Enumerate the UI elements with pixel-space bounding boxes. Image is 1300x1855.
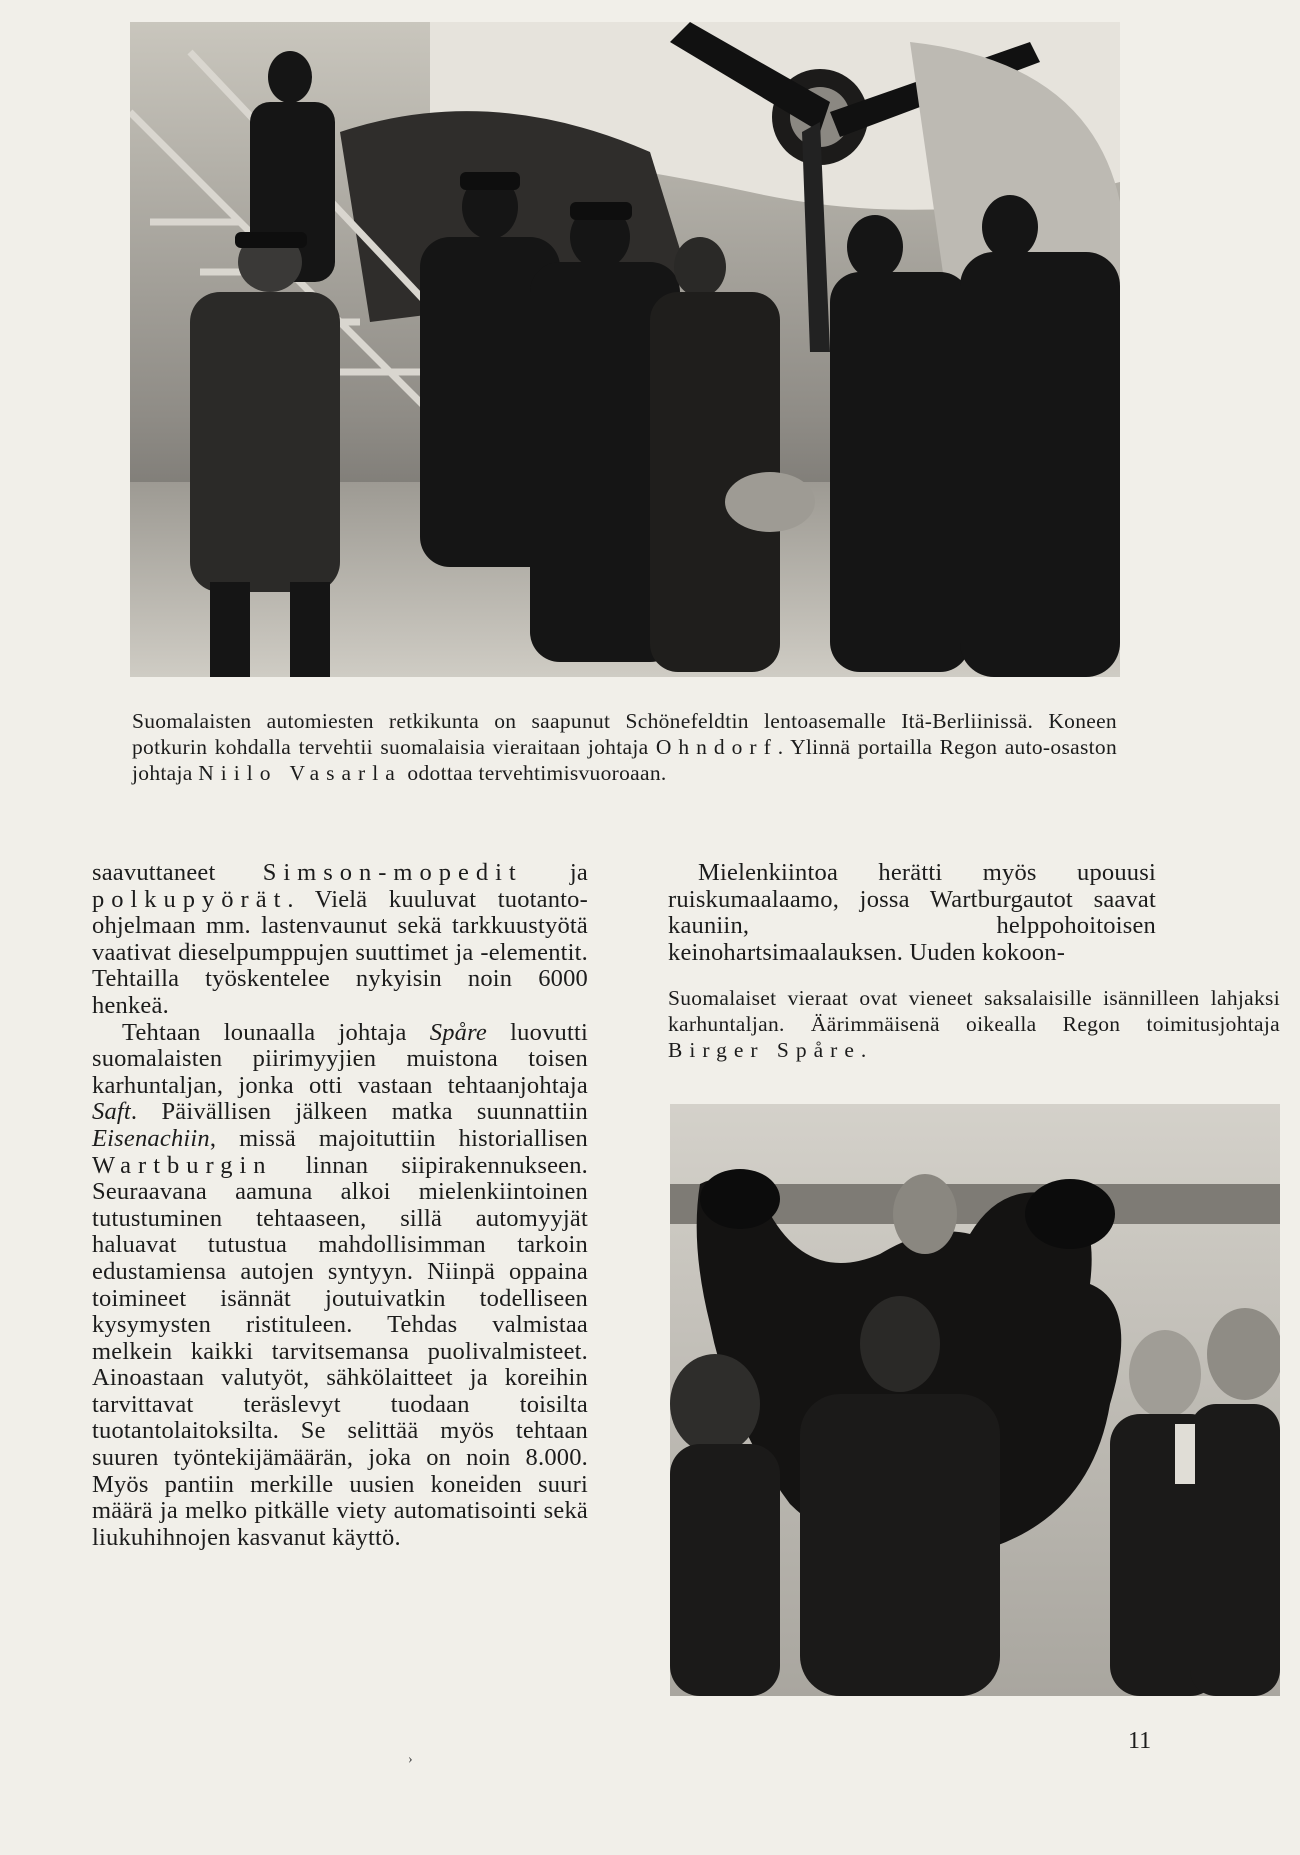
left-column-text <box>92 860 588 1551</box>
spaced-term: Wartburgin <box>92 1151 273 1179</box>
body-text: , missä majoituttiin historiallisen <box>209 1124 588 1152</box>
bottom-photo-caption <box>668 985 1280 1063</box>
body-text: linnan siipirakennukseen. Seuraavana aamuna alkoi mielenkiintoinen tutustuminen tehtaaseen, sillä automyyjät haluavat tutustua mahdollisimman tarkoin edustamiensa autojen syntyyn. Niinpä oppaina toimineet isännät joutuivatkin todelliseen kysymysten ristituleen. Tehdas valmistaa melkein kaikki tarvitsemansa puolivalmisteet. Ainoastaan valutyöt, sähkölaitteet ja koreihin tarvittavat teräslevyt tuodaan toisilta tuotantolaitoksilta. Se selittää myös tehtaan suuren työntekijämäärän, joka on noin 8.000. Myös pantiin merkille uusien koneiden suuri määrä ja melko pitkälle viety automatisointi sekä liukuhihnojen kasvanut käyttö. <box>92 1151 588 1551</box>
caption-name: Ohndorf <box>655 735 778 759</box>
page-number: 11 <box>1128 1728 1152 1754</box>
print-mark: › <box>408 1752 413 1767</box>
caption-text: . <box>860 1038 867 1062</box>
right-column-text <box>668 860 1156 966</box>
caption-name: Birger Spåre <box>668 1038 861 1062</box>
paragraph <box>92 860 588 1020</box>
paragraph <box>92 1020 588 1552</box>
body-text: . Vielä kuuluvat tuotanto-ohjelmaan mm. lastenvaunut sekä tarkkuustyötä vaativat dieselpumppujen suuttimet ja -elementit. Tehtailla työskentelee nykyisin noin 6000 henkeä. <box>92 885 588 1019</box>
airport-photo-illustration <box>130 22 1120 677</box>
body-text: . Päivällisen jälkeen matka suunnattiin <box>130 1098 588 1126</box>
caption-name: Niilo Vasarla <box>198 761 402 785</box>
caption-text: odottaa tervehtimisvuoroaan. <box>401 761 667 785</box>
body-text: ja <box>522 859 588 886</box>
italic-name: Spåre <box>429 1018 487 1046</box>
caption-text: . Ylinnä portailla Regon auto-osaston johtaja <box>132 735 1117 785</box>
body-text: saavuttaneet <box>92 859 263 886</box>
caption-text: Suomalaisten automiesten retkikunta on saapunut Schönefeldtin lentoasemalle Itä-Berliinissä. Koneen potkurin kohdalla tervehtii suomalaisia vieraitaan johtaja <box>132 709 1117 759</box>
spaced-term: Simson-mopedit <box>262 859 523 886</box>
body-text: luovutti suomalaisten piirimyyjien muistona toisen karhuntaljan, jonka otti vastaan tehtaanjohtaja <box>92 1018 588 1099</box>
caption-text: Suomalaiset vieraat ovat vieneet saksalaisille isännilleen lahjaksi karhuntaljan. Äärimmäisenä oikealla Regon toimitusjohtaja <box>668 986 1280 1036</box>
airport-arrival-photo <box>130 22 1120 677</box>
top-photo-caption <box>132 708 1117 786</box>
bearskin-photo-illustration <box>670 1104 1280 1696</box>
bearskin-gift-photo <box>670 1104 1280 1696</box>
body-text: Tehtaan lounaalla johtaja <box>122 1018 430 1046</box>
italic-name: Eisenachiin <box>92 1124 210 1152</box>
paragraph: Mielenkiintoa herätti myös upouusi ruiskumaalaamo, jossa Wartburgautot saavat kauniin, helppohoitoisen keinohartsimaalauksen. Uuden kokoon- <box>668 859 1156 966</box>
spaced-term: polkupyörät <box>92 885 288 913</box>
italic-name: Saft <box>92 1098 131 1126</box>
